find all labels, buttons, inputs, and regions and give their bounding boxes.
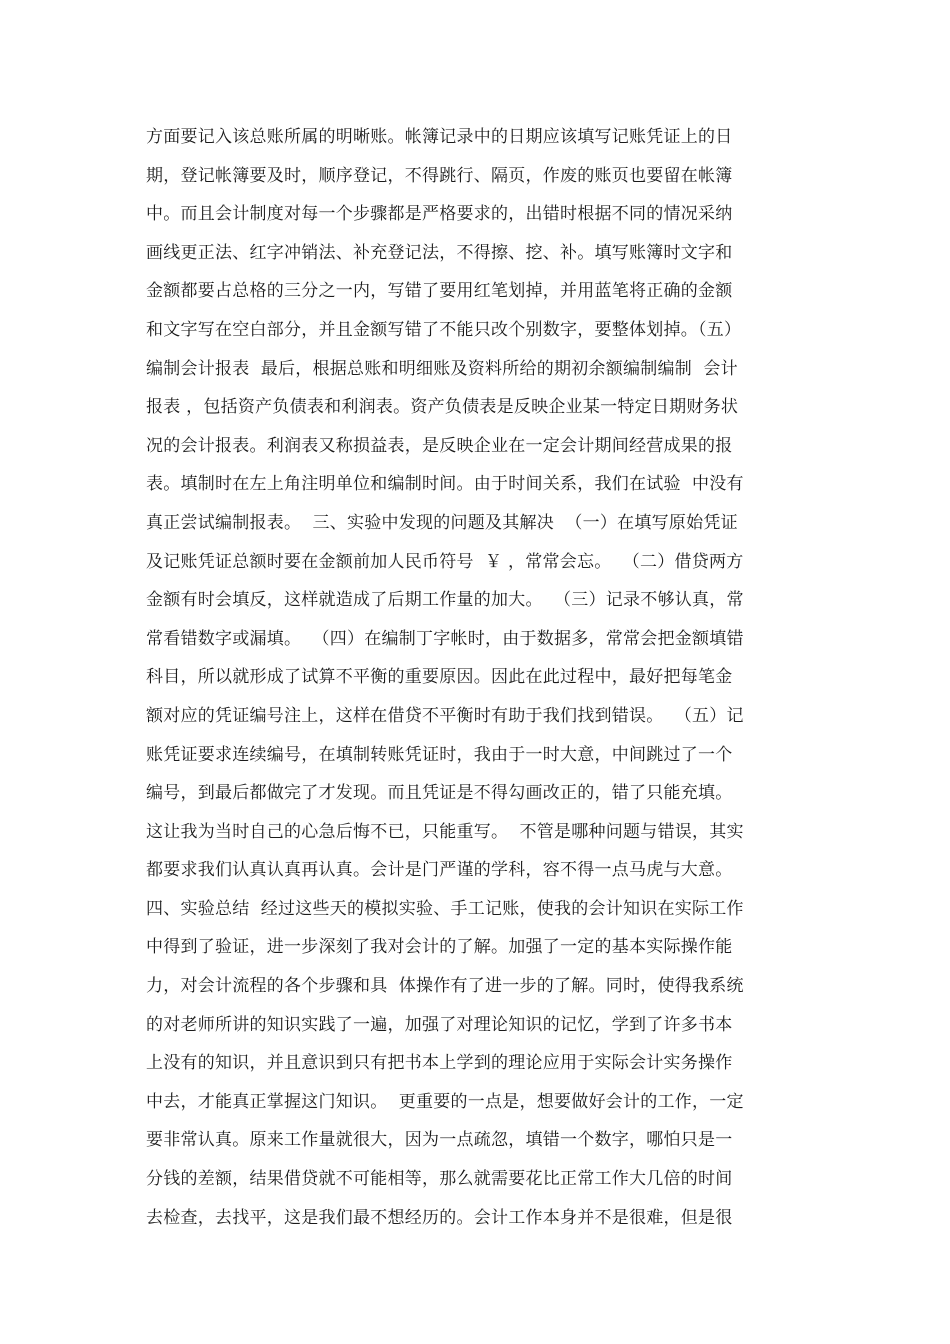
text-line: 方面要记入该总账所属的明晰账。帐簿记录中的日期应该填写记账凭证上的日 bbox=[146, 127, 733, 147]
text-line: 中去，才能真正掌握这门知识。 更重要的一点是，想要做好会计的工作，一定 bbox=[146, 1091, 744, 1112]
text-line: 金额都要占总格的三分之一内，写错了要用红笔划掉，并用蓝笔将正确的金额 bbox=[146, 281, 733, 302]
text-line: 力，对会计流程的各个步骤和具 体操作有了进一步的了解。同时，使得我系统 bbox=[146, 976, 744, 997]
text-line: 中。而且会计制度对每一个步骤都是严格要求的，出错时根据不同的情况采纳 bbox=[146, 204, 733, 225]
text-line: 都要求我们认真认真再认真。会计是门严谨的学科，容不得一点马虎与大意。 bbox=[146, 860, 733, 881]
text-line: 分钱的差额，结果借贷就不可能相等，那么就需要花比正常工作大几倍的时间 bbox=[146, 1169, 733, 1190]
text-line: 常看错数字或漏填。 （四）在编制丁字帐时，由于数据多，常常会把金额填错 bbox=[146, 628, 744, 649]
text-line: 表。填制时在左上角注明单位和编制时间。由于时间关系，我们在试验 中没有 bbox=[146, 474, 744, 495]
text-line: 四、实验总结 经过这些天的模拟实验、手工记账，使我的会计知识在实际工作 bbox=[146, 898, 744, 919]
text-line: 报表 ，包括资产负债表和利润表。资产负债表是反映企业某一特定日期财务状 bbox=[146, 397, 739, 418]
text-line: 和文字写在空白部分，并且金额写错了不能只改个别数字，要整体划掉。（五） bbox=[146, 319, 742, 340]
text-line: 况的会计报表。利润表又称损益表，是反映企业在一定会计期间经营成果的报 bbox=[146, 435, 733, 456]
text-line: 画线更正法、红字冲销法、补充登记法，不得擦、挖、补。填写账簿时文字和 bbox=[146, 242, 733, 263]
text-line: 额对应的凭证编号注上，这样在借贷不平衡时有助于我们找到错误。 （五）记 bbox=[146, 705, 744, 726]
text-line: 的对老师所讲的知识实践了一遍，加强了对理论知识的记忆，学到了许多书本 bbox=[146, 1014, 733, 1035]
text-line: 要非常认真。原来工作量就很大，因为一点疏忽，填错一个数字，哪怕只是一 bbox=[146, 1130, 733, 1151]
body-text bbox=[146, 118, 806, 1237]
text-line: 期，登记帐簿要及时，顺序登记，不得跳行、隔页，作废的账页也要留在帐簿 bbox=[146, 165, 733, 186]
text-line: 真正尝试编制报表。 三、实验中发现的问题及其解决 （一）在填写原始凭证 bbox=[146, 512, 738, 533]
text-line: 这让我为当时自己的心急后悔不已，只能重写。 不管是哪种问题与错误，其实 bbox=[146, 821, 744, 842]
text-line: 账凭证要求连续编号，在填制转账凭证时，我由于一时大意，中间跳过了一个 bbox=[146, 744, 733, 765]
text-line: 编号，到最后都做完了才发现。而且凭证是不得勾画改正的，错了只能充填。 bbox=[146, 783, 733, 804]
text-line: 中得到了验证，进一步深刻了我对会计的了解。加强了一定的基本实际操作能 bbox=[146, 937, 733, 958]
text-line: 金额有时会填反，这样就造成了后期工作量的加大。 （三）记录不够认真，常 bbox=[146, 590, 744, 611]
text-line: 上没有的知识，并且意识到只有把书本上学到的理论应用于实际会计实务操作 bbox=[146, 1053, 733, 1074]
text-line: 去检查，去找平，这是我们最不想经历的。会计工作本身并不是很难，但是很 bbox=[146, 1207, 733, 1228]
text-line: 及记账凭证总额时要在金额前加人民币符号 ￥ ，常常会忘。 （二）借贷两方 bbox=[146, 551, 744, 572]
text-line: 编制会计报表 最后，根据总账和明细账及资料所给的期初余额编制编制 会计 bbox=[146, 358, 738, 379]
text-line: 科目，所以就形成了试算不平衡的重要原因。因此在此过程中，最好把每笔金 bbox=[146, 667, 733, 688]
